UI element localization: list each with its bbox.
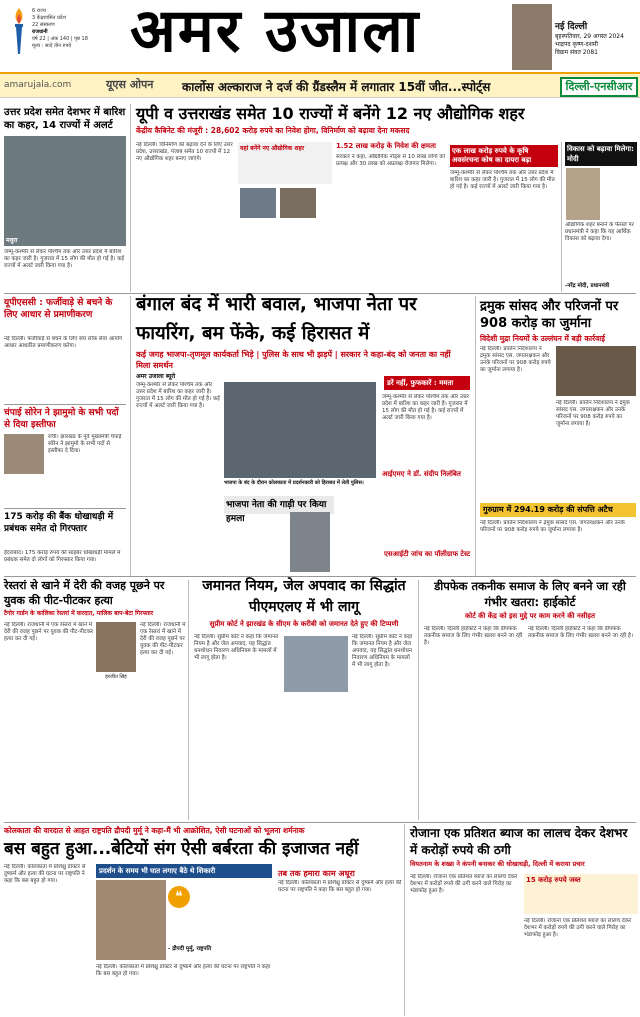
upsc-body: नई दिल्ली। फर्जीवाड़े से बचने के लिए संघ लोक सेवा आयोग आधार आधारित प्रमाणीकरण करेगा। xyxy=(4,336,123,349)
price-line: मूल्य : सादे तीन रुपये xyxy=(32,43,72,49)
region-label[interactable]: दिल्ली-एनसीआर xyxy=(560,77,638,97)
bail-body-2: नई दिल्ली। सुप्रीम कोर्ट ने कहा कि जमानत नियम है और जेल अपवाद, यह सिद्धांत धनशोधन निवारण अधिनियम के मामलों में भी लागू होता है। xyxy=(352,634,413,668)
investment-body: सरकार ने कहा, औद्योगिक नोड्स से 10 लाख लोगों को प्रत्यक्ष और 30 लाख को अप्रत्यक्ष रोजगार मिलेगा। xyxy=(336,154,446,167)
car-body xyxy=(224,516,288,572)
mamata-tag: डरें नहीं, फुफकारें : ममता xyxy=(384,376,470,390)
deepfake-subhead: कोर्ट की केंद्र को इस मुद्दे पर काम करने की नसीहत xyxy=(465,612,595,620)
ticker-headline[interactable]: कार्लोस अल्काराज ने दर्ज की ग्रैंडस्लैम में लगातार 15वीं जीत...स्पोर्ट्स xyxy=(182,80,491,94)
vikas-headline[interactable]: विकास को बढ़ावा मिलेगा: मोदी xyxy=(565,142,637,166)
issue-line: वर्ष 22 | अंक 140 | पृष्ठ 18 xyxy=(32,36,88,42)
bengal-protest-photo xyxy=(224,382,376,478)
bengal-headline[interactable]: बंगाल बंद में भारी बवाल, भाजपा नेता पर फायरिंग, बम फेंके, कई हिरासत में xyxy=(136,294,417,344)
edition-label: राजधानी xyxy=(32,29,48,35)
murmu-body: नई दिल्ली। कोलकाता में प्रशिक्षु डॉक्टर से दुष्कर्म और हत्या की घटना पर राष्ट्रपति ने कहा कि बस बहुत हो गया। xyxy=(4,864,86,884)
champai-photo xyxy=(4,434,44,474)
dateline-vikram: विक्रम संवत 2081 xyxy=(555,49,598,56)
quote-icon: ❝ xyxy=(168,886,190,908)
bengal-caption: भाजपा के बंद के दौरान कोलकाता में प्रदर्शनकारी को हिरासत में लेती पुलिस। xyxy=(224,480,364,486)
deepfake-headline[interactable]: डीपफेक तकनीक समाज के लिए बनने जा रही गंभीर खतरा: हाईकोर्ट xyxy=(434,579,626,609)
loan-box xyxy=(524,874,638,914)
ab-body: नई दिल्ली। कोलकाता में प्रशिक्षु डॉक्टर से दुष्कर्म और हत्या की घटना पर राष्ट्रपति ने कहा कि बस बहुत हो गया। xyxy=(278,880,402,893)
polygraph-tag[interactable]: एसआईटी जांच का पॉलीग्राफ टेस्ट xyxy=(384,550,471,558)
site-link[interactable]: amarujala.com xyxy=(4,80,72,90)
gurugram-headline[interactable]: गुरुग्राम में 294.19 करोड़ की संपत्ति अटैच xyxy=(480,503,636,517)
krishi-body: जम्मू-कश्मीर से लेकर पश्चिम तक और उत्तर प्रदेश में बारिश का कहर जारी है। गुजरात में 15 लोग की मौत हो गई है। कई राज्यों में अलर्ट जारी किया गया है। xyxy=(450,170,555,190)
bengal-subhead: कई जगह भाजपा-तृणमूल कार्यकर्ता भिड़े | पुलिस के साथ भी झड़पें | सरकार ने कहा-बंद को जनता का नहीं मिला समर्थन xyxy=(136,350,451,370)
bengal-body-2 xyxy=(136,496,220,572)
murmu-box-headline[interactable]: प्रदर्शन के समय भी घात लगाए बैठे थे शिकारी xyxy=(96,864,272,878)
restaurant-headline[interactable]: रेस्तरां से खाने में देरी की वजह पूछने पर युवक की पीट-पीटकर हत्या xyxy=(4,579,165,607)
modi-photo xyxy=(566,168,600,220)
restaurant-body-2: नई दिल्ली। राजधानी में एक रेस्तरां में खाने में देरी की वजह पूछने पर युवक की पीट-पीटकर हत्या कर दी गई। xyxy=(140,622,186,656)
dateline-city: नई दिल्ली xyxy=(555,22,588,32)
torch-icon xyxy=(8,6,30,56)
meta-states: 6 राज्य xyxy=(32,8,46,14)
bengal-body: जम्मू-कश्मीर से लेकर पश्चिम तक और उत्तर प्रदेश में बारिश का कहर जारी है। गुजरात में 15 लोग की मौत हो गई है। कई राज्यों में अलर्ट जारी किया गया है। xyxy=(136,382,220,409)
loan-box-head: 15 करोड़ रुपये जब्त xyxy=(526,876,581,884)
rain-headline[interactable]: उत्तर प्रदेश समेत देशभर में बारिश का कहर, 14 राज्यों में अलर्ट xyxy=(4,107,126,131)
dateline-samvat: भाद्रपद कृष्ण-दशमी xyxy=(555,41,598,48)
dateline-date: बृहस्पतिवार, 29 अगस्त 2024 xyxy=(555,33,624,40)
bail-body: नई दिल्ली। सुप्रीम कोर्ट ने कहा कि जमानत नियम है और जेल अपवाद, यह सिद्धांत धनशोधन निवारण अधिनियम के मामलों में भी लागू होता है। xyxy=(194,634,279,661)
industrial-headline[interactable]: यूपी व उत्तराखंड समेत 10 राज्यों में बनेंगे 12 नए औद्योगिक शहर xyxy=(136,104,525,123)
dmk-subhead: विदेशी मुद्रा नियमों के उल्लंघन में बड़ी कार्रवाई xyxy=(480,334,605,343)
court-photo xyxy=(284,636,348,692)
champai-headline[interactable]: चंपाई सोरेन ने झामुमो के सभी पदों से दिया इस्तीफा xyxy=(4,408,119,430)
newspaper-logo[interactable]: अमर उजाला xyxy=(130,0,421,66)
rain-body: जम्मू-कश्मीर से लेकर पश्चिम तक और उत्तर प्रदेश में बारिश का कहर जारी है। गुजरात में 15 लोग की मौत हो गई है। कई राज्यों में अलर्ट जारी किया गया है। xyxy=(4,249,125,269)
gurugram-body: नई दिल्ली। प्रवर्तन निदेशालय ने द्रमुक सांसद एस. जगतरक्षकन और उनके परिजनों पर 908 करोड़ रुपये का जुर्माना लगाया है। xyxy=(480,520,625,533)
player-photo xyxy=(512,4,552,70)
upsc-headline[interactable]: यूपीएससी : फर्जीवाड़े से बचने के लिए आधार से प्रमाणीकरण xyxy=(4,298,113,320)
murmu-kicker: कोलकाता की वारदात से आहत राष्ट्रपति द्रौपदी मुर्मू ने कहा-मैं भी आक्रोशित, ऐसी घटनाओं को भूलना शर्मनाक xyxy=(4,826,305,835)
rain-photo xyxy=(4,136,126,246)
minister-photo-2 xyxy=(280,188,316,218)
industrial-subhead: केंद्रीय कैबिनेट की मंजूरी : 28,602 करोड़ रुपये का निवेश होगा, विनिर्माण को बढ़ावा देना मकसद xyxy=(136,126,410,135)
masthead-meta xyxy=(6,4,124,64)
industrial-body: नई दिल्ली। विनिर्माण को बढ़ावा देने के लिए उत्तर प्रदेश, उत्तराखंड, पंजाब समेत 10 राज्यों में 12 नए औद्योगिक शहर बनाए जाएंगे। xyxy=(136,142,233,162)
loan-body: नई दिल्ली। रोजाना एक प्रतिशत ब्याज का लालच देकर देशभर में करोड़ों रुपये की ठगी करने वाले गिरोह का भंडाफोड़ हुआ है। xyxy=(410,874,518,894)
bengal-byline: अमर उजाला ब्यूरो xyxy=(136,373,176,380)
bank-body: हैदराबाद। 175 करोड़ रुपये की साइबर धोखाधड़ी मामले में प्रबंधक समेत दो लोगों को गिरफ्तार किया गया। xyxy=(4,550,121,563)
minister-photo-1 xyxy=(240,188,276,218)
murmu-photo xyxy=(96,880,166,960)
car-attack-headline[interactable]: भाजपा नेता की गाड़ी पर किया हमला xyxy=(224,496,334,514)
victim-photo xyxy=(96,622,136,672)
restaurant-body: नई दिल्ली। राजधानी में एक रेस्तरां में खाने में देरी की वजह पूछने पर युवक की पीट-पीटकर हत्या कर दी गई। xyxy=(4,622,94,642)
dmk-mp-photo xyxy=(556,346,636,396)
dmk-side-body: नई दिल्ली। प्रवर्तन निदेशालय ने द्रमुक सांसद एस. जगतरक्षकन और उनके परिजनों पर 908 करोड़ रुपये का जुर्माना लगाया है। xyxy=(556,400,630,427)
krishi-box[interactable]: एक लाख करोड़ रुपये के कृषि अवसंरचना कोष का दायरा बढ़ा xyxy=(450,145,558,167)
murmu-box-body: नई दिल्ली। कोलकाता में प्रशिक्षु डॉक्टर से दुष्कर्म और हत्या की घटना पर राष्ट्रपति ने कहा कि बस बहुत हो गया। xyxy=(96,964,271,977)
victim-caption: हरजीत सिंह xyxy=(105,674,127,680)
mamata-body: जम्मू-कश्मीर से लेकर पश्चिम तक और उत्तर प्रदेश में बारिश का कहर जारी है। गुजरात में 15 लोग की मौत हो गई है। कई राज्यों में अलर्ट जारी किया गया है। xyxy=(382,394,469,421)
restaurant-subhead: टैगोर गार्डन के कालिका रेस्तरां में वारदात, मालिक बाप-बेटा गिरफ्तार xyxy=(4,610,154,617)
meta-editions: 22 संस्करण xyxy=(32,22,55,28)
murmu-headline[interactable]: बस बहुत हुआ...बेटियों संग ऐसी बर्बरता की इजाजत नहीं xyxy=(4,839,359,859)
ticker-tag: यूएस ओपन xyxy=(106,78,154,91)
dmk-body: नई दिल्ली। प्रवर्तन निदेशालय ने द्रमुक सांसद एस. जगतरक्षकन और उनके परिजनों पर 908 करोड़ रुपये का जुर्माना लगाया है। xyxy=(480,346,551,373)
dmk-headline[interactable]: द्रमुक सांसद और परिजनों पर 908 करोड़ का जुर्माना xyxy=(480,299,619,331)
investment-headline[interactable]: 1.52 लाख करोड़ के निवेश की क्षमता xyxy=(336,142,436,150)
deepfake-body: नई दिल्ली। दिल्ली हाईकोर्ट ने कहा कि डीपफेक तकनीक समाज के लिए गंभीर खतरा बनने जा रही है। xyxy=(424,626,523,646)
meta-uts: 3 केंद्रशासित प्रदेश xyxy=(32,15,66,21)
quote-credit: - द्रौपदी मुर्मू, राष्ट्रपति xyxy=(168,946,212,952)
top-ticker xyxy=(0,72,640,98)
dateline xyxy=(555,22,637,57)
loan-headline[interactable]: रोजाना एक प्रतिशत ब्याज का लालच देकर देशभर में करोड़ों रुपये की ठगी xyxy=(410,826,628,857)
cities-box xyxy=(238,142,332,184)
modi-credit: -नरेंद्र मोदी, प्रधानमंत्री xyxy=(565,283,610,289)
loan-body-2: नई दिल्ली। रोजाना एक प्रतिशत ब्याज का लालच देकर देशभर में करोड़ों रुपये की ठगी करने वाले गिरोह का भंडाफोड़ हुआ है। xyxy=(524,918,632,938)
car-photo xyxy=(290,512,330,572)
cities-box-head: यहां बनेंगे नए औद्योगिक शहर xyxy=(240,145,305,152)
ab-headline[interactable]: तब तक हमारा काम अधूरा xyxy=(278,869,355,878)
cbi-body xyxy=(334,496,380,572)
rain-photo-caption: मथुरा xyxy=(6,237,18,244)
vikas-body: औद्योगिक शहर बनाने के फैसले पर प्रधानमंत्री ने कहा कि यह आर्थिक विकास को बढ़ावा देगा। xyxy=(565,222,634,242)
champai-body: रांची। झारखंड के पूर्व मुख्यमंत्री चंपाई सोरेन ने झामुमो के सभी पदों से इस्तीफा दे दिया। xyxy=(48,434,122,454)
loan-subhead: वियतनाम के शख्स ने कंपनी बनाकर की धोखाधड़ी, दिल्ली में कराया प्रचार xyxy=(410,860,585,868)
bail-subhead: सुप्रीम कोर्ट ने झारखंड के सीएम के करीबी को जमानत देते हुए की टिप्पणी xyxy=(209,620,399,628)
bail-headline[interactable]: जमानत नियम, जेल अपवाद का सिद्धांत पीएमएलए में भी लागू xyxy=(202,578,406,615)
deepfake-body-2: नई दिल्ली। दिल्ली हाईकोर्ट ने कहा कि डीपफेक तकनीक समाज के लिए गंभीर खतरा बनने जा रही है। xyxy=(528,626,634,639)
bank-headline[interactable]: 175 करोड़ की बैंक धोखाधड़ी में प्रबंधक समेत दो गिरफ्तार xyxy=(4,512,114,534)
sandeep-tag[interactable]: आईएमए ने डॉ. संदीप निलंबित xyxy=(382,470,461,478)
